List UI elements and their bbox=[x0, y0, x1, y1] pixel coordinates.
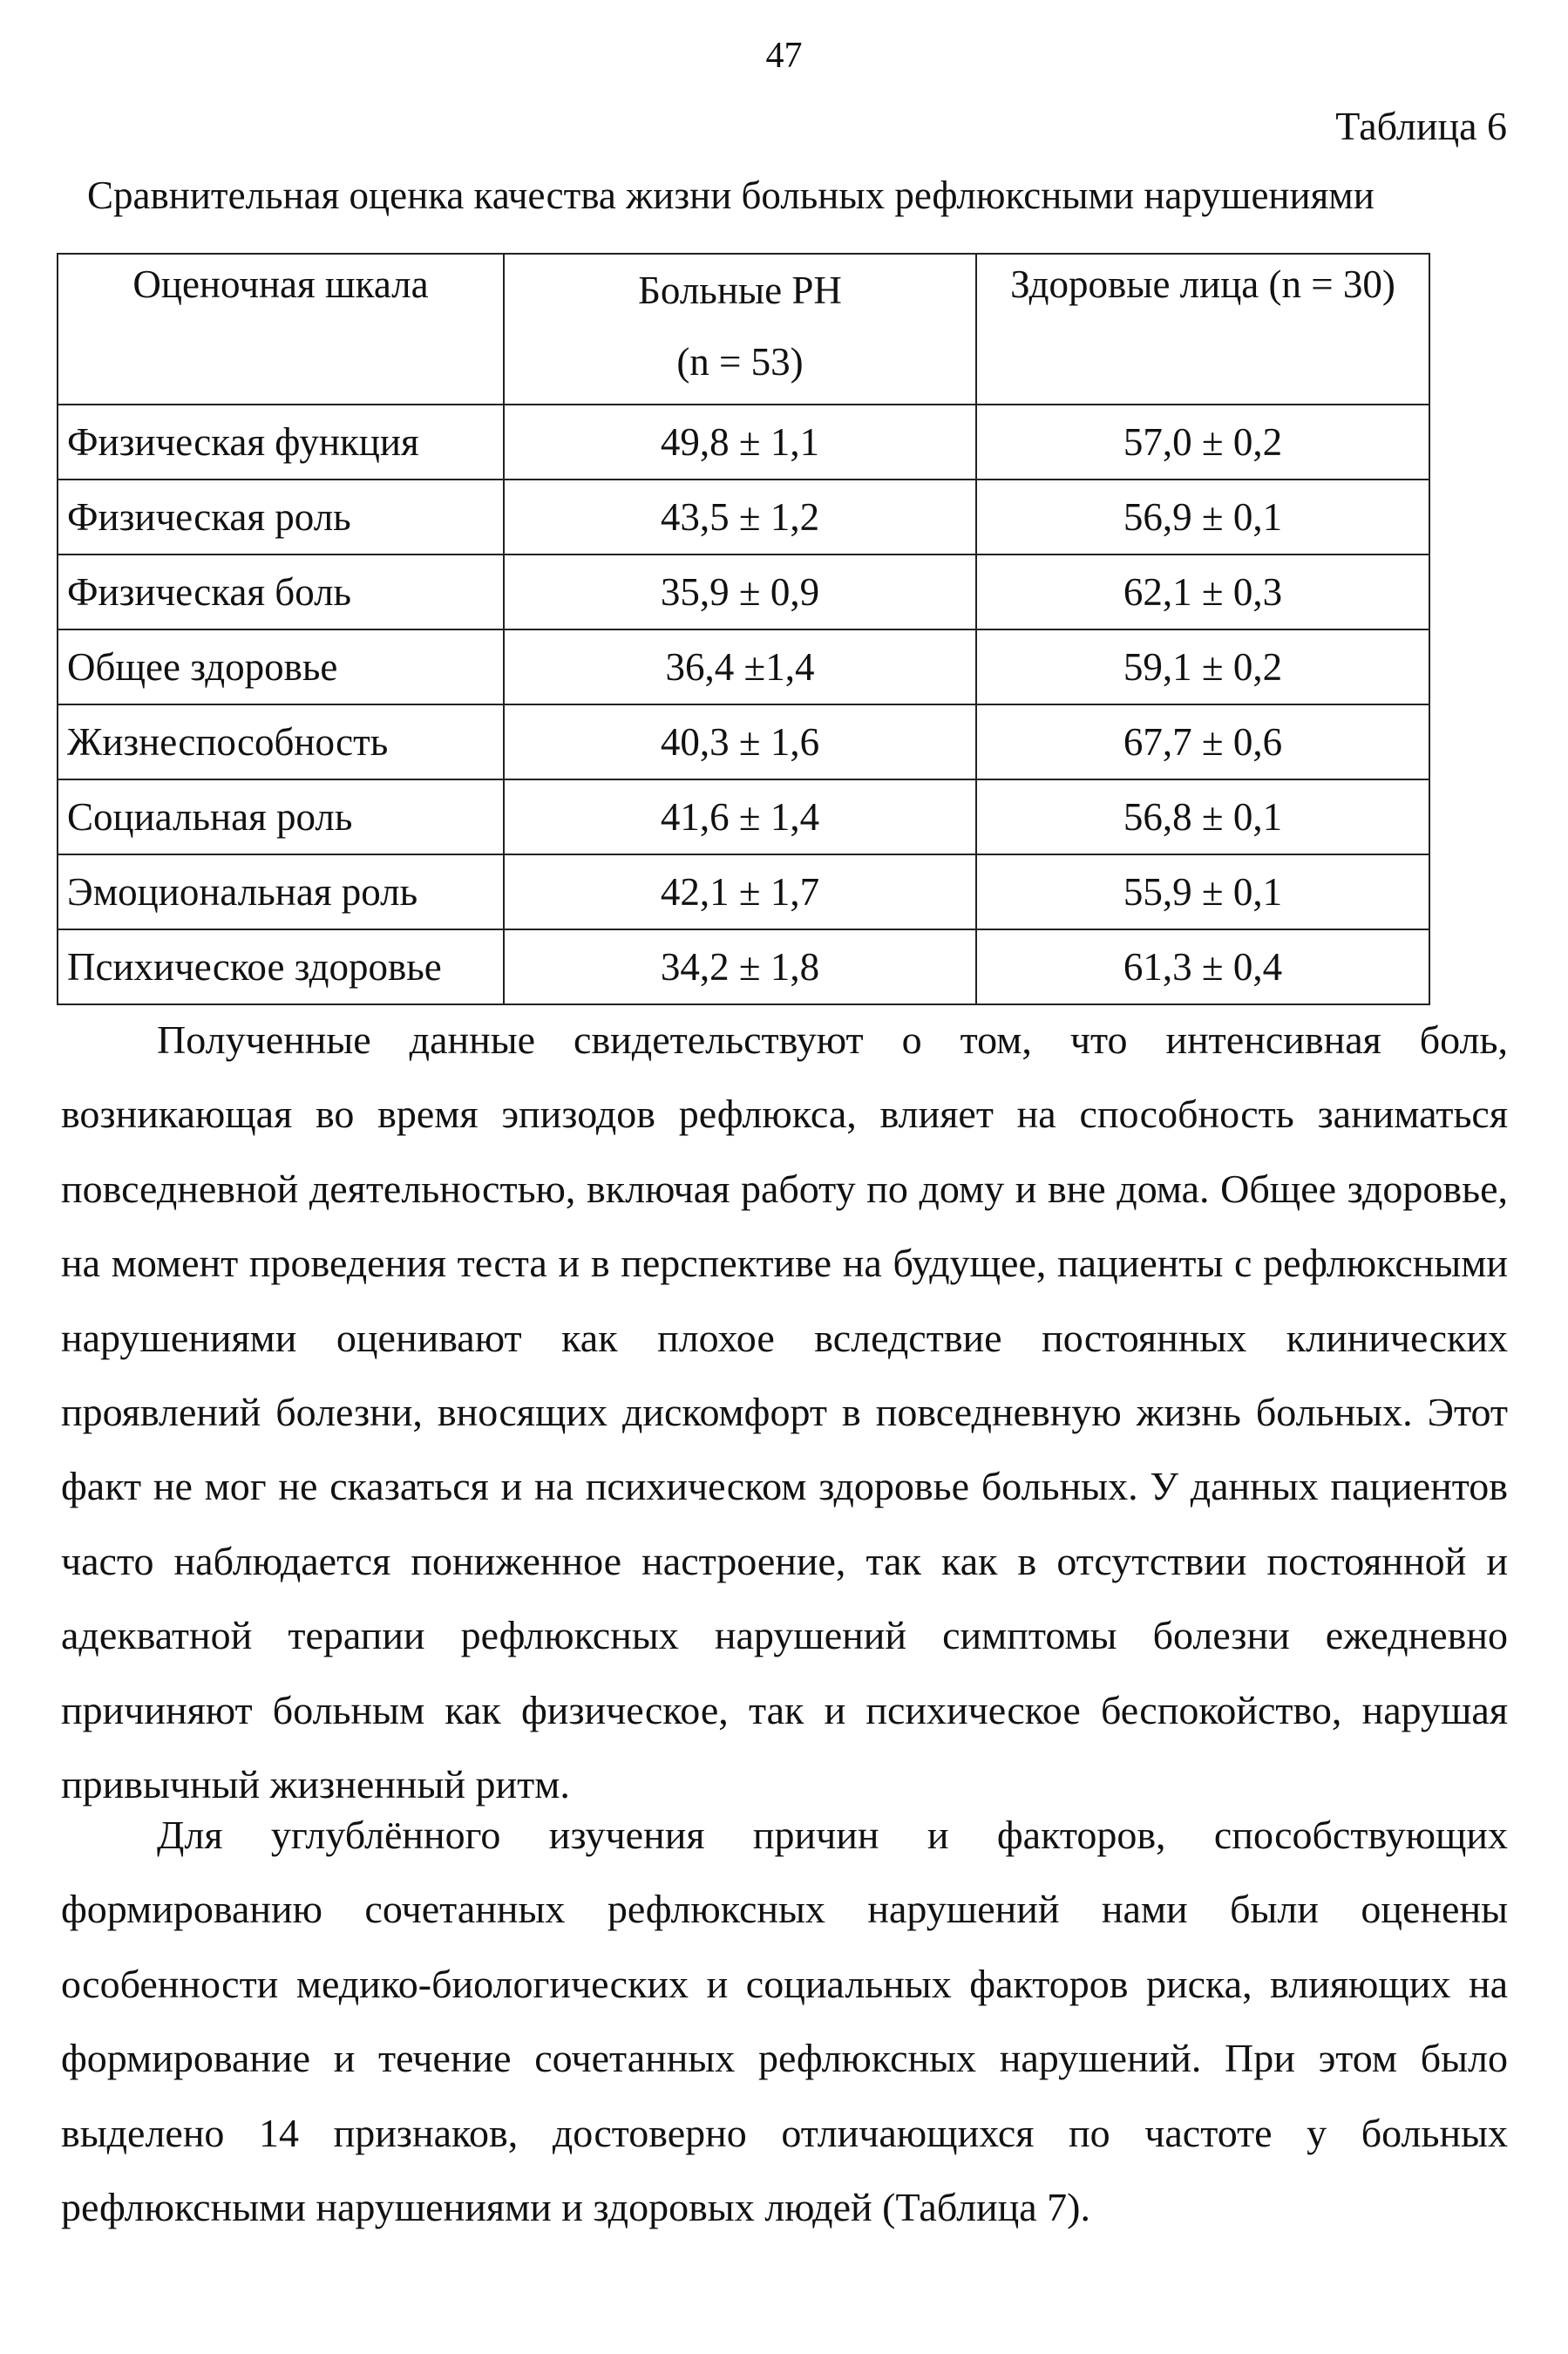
table-row bbox=[58, 480, 1429, 554]
table-label: Таблица 6 bbox=[1335, 104, 1507, 148]
header-patients-line2: (n = 53) bbox=[676, 340, 804, 384]
table-row bbox=[58, 405, 1429, 480]
paragraph-1 bbox=[61, 1003, 1508, 1821]
table-title: Сравнительная оценка качества жизни больных рефлюксными нарушениями bbox=[87, 173, 1375, 217]
healthy-value-cell: 61,3 ± 0,4 bbox=[976, 929, 1429, 1004]
table-row bbox=[58, 554, 1429, 629]
healthy-value-cell: 62,1 ± 0,3 bbox=[976, 554, 1429, 629]
row-label-cell: Эмоциональная роль bbox=[58, 854, 504, 929]
patients-value-cell: 35,9 ± 0,9 bbox=[504, 554, 976, 629]
header-patients-line1: Больные РН bbox=[638, 269, 842, 312]
header-patients bbox=[504, 254, 976, 405]
healthy-value-cell: 55,9 ± 0,1 bbox=[976, 854, 1429, 929]
patients-value-cell: 41,6 ± 1,4 bbox=[504, 779, 976, 854]
patients-value-cell: 49,8 ± 1,1 bbox=[504, 405, 976, 480]
paragraph-1-text: Полученные данные свидетельствуют о том, что интенсивная боль, возникающая во время эпизодов рефлюкса, влияет на способность заниматься повседневной деятельностью, включая работу по дому и вне дома. Общее здоровье, на момент проведения теста и в перспективе на будущее, пациенты с рефлюксными нарушениями оценивают как плохое вследствие постоянных клинических проявлений болезни, вносящих дискомфорт в повседневную жизнь больных. Этот факт не мог не сказаться и на психическом здоровье больных. У данных пациентов часто наблюдается пониженное настроение, так как в отсутствии постоянной и адекватной терапии рефлюксных нарушений симптомы болезни ежедневно причиняют больным как физическое, так и психическое беспокойство, нарушая привычный жизненный ритм. bbox=[61, 1017, 1508, 1807]
patients-value-cell: 40,3 ± 1,6 bbox=[504, 704, 976, 779]
healthy-value-cell: 57,0 ± 0,2 bbox=[976, 405, 1429, 480]
table-row bbox=[58, 854, 1429, 929]
table-header-row bbox=[58, 254, 1429, 405]
patients-value-cell: 34,2 ± 1,8 bbox=[504, 929, 976, 1004]
table-row bbox=[58, 704, 1429, 779]
patients-value-cell: 42,1 ± 1,7 bbox=[504, 854, 976, 929]
row-label-cell: Социальная роль bbox=[58, 779, 504, 854]
healthy-value-cell: 56,9 ± 0,1 bbox=[976, 480, 1429, 554]
row-label-cell: Психическое здоровье bbox=[58, 929, 504, 1004]
healthy-value-cell: 67,7 ± 0,6 bbox=[976, 704, 1429, 779]
row-label-cell: Жизнеспособность bbox=[58, 704, 504, 779]
row-label-cell: Физическая боль bbox=[58, 554, 504, 629]
header-healthy: Здоровые лица (n = 30) bbox=[976, 254, 1429, 405]
patients-value-cell: 36,4 ±1,4 bbox=[504, 629, 976, 704]
table-row bbox=[58, 629, 1429, 704]
table-row bbox=[58, 929, 1429, 1004]
page-number: 47 bbox=[765, 36, 803, 76]
table-body bbox=[58, 405, 1429, 1004]
table-row bbox=[58, 779, 1429, 854]
healthy-value-cell: 59,1 ± 0,2 bbox=[976, 629, 1429, 704]
row-label-cell: Физическая роль bbox=[58, 480, 504, 554]
healthy-value-cell: 56,8 ± 0,1 bbox=[976, 779, 1429, 854]
patients-value-cell: 43,5 ± 1,2 bbox=[504, 480, 976, 554]
header-scale: Оценочная шкала bbox=[58, 254, 504, 405]
paragraph-2 bbox=[61, 1798, 1508, 2244]
paragraph-2-text: Для углублённого изучения причин и факторов, способствующих формированию сочетанных рефлюксных нарушений нами были оценены особенности медико-биологических и социальных факторов риска, влияющих на формирование и течение сочетанных рефлюксных нарушений. При этом было выделено 14 признаков, достоверно отличающихся по частоте у больных рефлюксными нарушениями и здоровых людей (Таблица 7). bbox=[61, 1813, 1508, 2230]
quality-of-life-table bbox=[57, 253, 1430, 1005]
row-label-cell: Физическая функция bbox=[58, 405, 504, 480]
row-label-cell: Общее здоровье bbox=[58, 629, 504, 704]
